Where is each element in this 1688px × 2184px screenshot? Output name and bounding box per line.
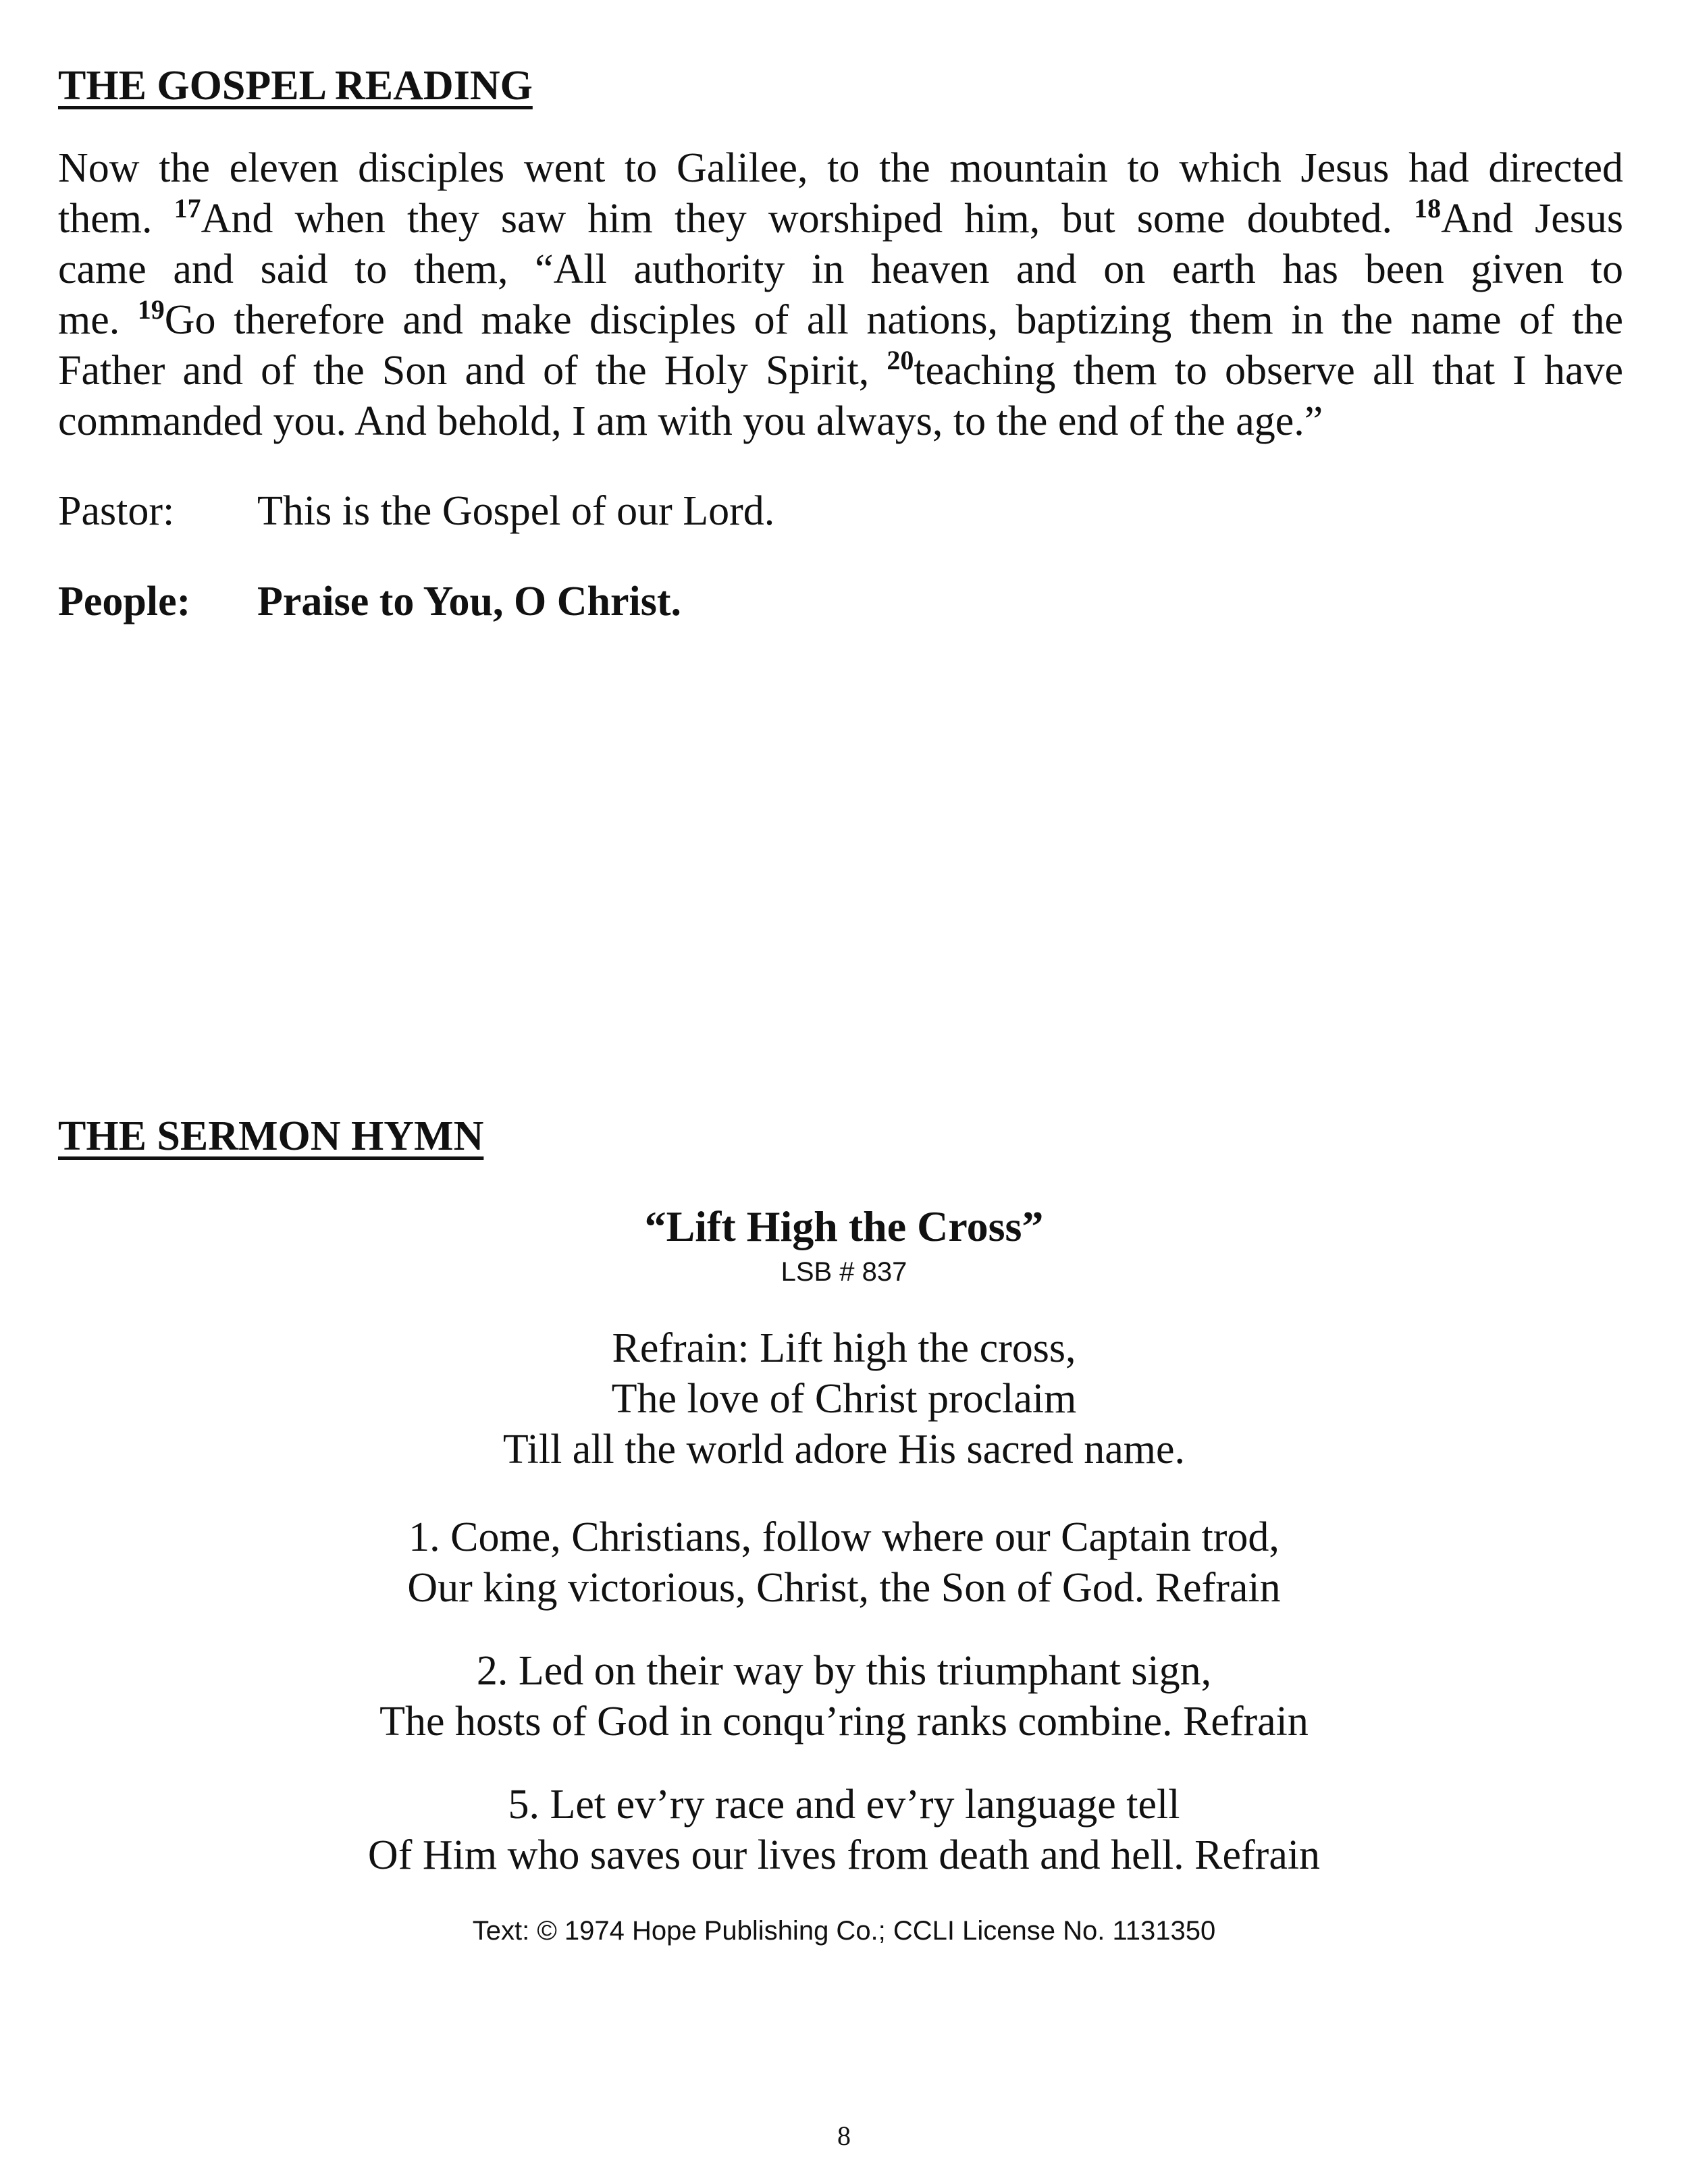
reading-text: And Jesus xyxy=(1441,196,1623,242)
hymn-verse-1 xyxy=(0,1512,1688,1614)
verse-line: The hosts of God in conqu’ring ranks combine. Refrain xyxy=(379,1699,1309,1744)
verse-number: 19 xyxy=(137,294,165,325)
hymn-verse-2 xyxy=(0,1646,1688,1747)
verse-line: 5. Let ev’ry race and ev’ry language tell xyxy=(508,1782,1180,1828)
reading-text: And when they saw him they worshiped him, but some doubted. xyxy=(201,196,1415,242)
verse-number: 20 xyxy=(887,345,914,375)
pastor-label: Pastor: xyxy=(58,488,175,534)
reading-text: me. xyxy=(58,297,138,343)
page-number: 8 xyxy=(837,2121,851,2151)
reading-text: Now the eleven disciples went to Galilee, to the mountain to which Jesus had directed xyxy=(58,145,1623,191)
reading-text: them. xyxy=(58,196,174,242)
reading-line xyxy=(58,244,1623,295)
reading-text: Go therefore and make disciples of all nations, baptizing them in the name of the xyxy=(164,297,1623,343)
copyright-notice: Text: © 1974 Hope Publishing Co.; CCLI License No. 1131350 xyxy=(472,1916,1216,1946)
reading-line xyxy=(58,396,1623,447)
refrain-line: Till all the world adore His sacred name. xyxy=(502,1427,1186,1472)
people-label: People: xyxy=(58,579,191,624)
hymn-number: LSB # 837 xyxy=(781,1257,907,1287)
reading-text: teaching them to observe all that I have xyxy=(914,348,1623,394)
gospel-reading-text xyxy=(58,143,1623,447)
reading-line xyxy=(58,143,1623,194)
refrain-line: Refrain: Lift high the cross, xyxy=(612,1325,1076,1371)
reading-text: Father and of the Son and of the Holy Spirit, xyxy=(58,348,887,394)
pastor-text: This is the Gospel of our Lord. xyxy=(257,488,775,534)
reading-line xyxy=(58,346,1623,396)
refrain-line: The love of Christ proclaim xyxy=(611,1376,1077,1422)
verse-line: 1. Come, Christians, follow where our Captain trod, xyxy=(408,1514,1280,1560)
verse-line: Of Him who saves our lives from death and hell. Refrain xyxy=(367,1832,1321,1878)
reading-text: came and said to them, “All authority in heaven and on earth has been given to xyxy=(58,246,1623,292)
verse-number: 17 xyxy=(174,193,201,223)
hymn-title: “Lift High the Cross” xyxy=(644,1202,1044,1250)
sermon-hymn-heading: THE SERMON HYMN xyxy=(58,1113,484,1159)
verse-line: 2. Led on their way by this triumphant sign, xyxy=(476,1648,1212,1694)
verse-number: 18 xyxy=(1414,193,1442,223)
hymn-refrain xyxy=(0,1323,1688,1475)
reading-line xyxy=(58,295,1623,346)
people-response xyxy=(58,578,681,626)
reading-line xyxy=(58,194,1623,244)
people-text: Praise to You, O Christ. xyxy=(257,579,681,624)
pastor-response xyxy=(58,487,774,535)
hymn-verse-5 xyxy=(0,1780,1688,1881)
verse-line: Our king victorious, Christ, the Son of God. Refrain xyxy=(407,1565,1281,1611)
gospel-reading-heading: THE GOSPEL READING xyxy=(58,63,533,109)
reading-text: commanded you. And behold, I am with you always, to the end of the age.” xyxy=(58,398,1323,444)
